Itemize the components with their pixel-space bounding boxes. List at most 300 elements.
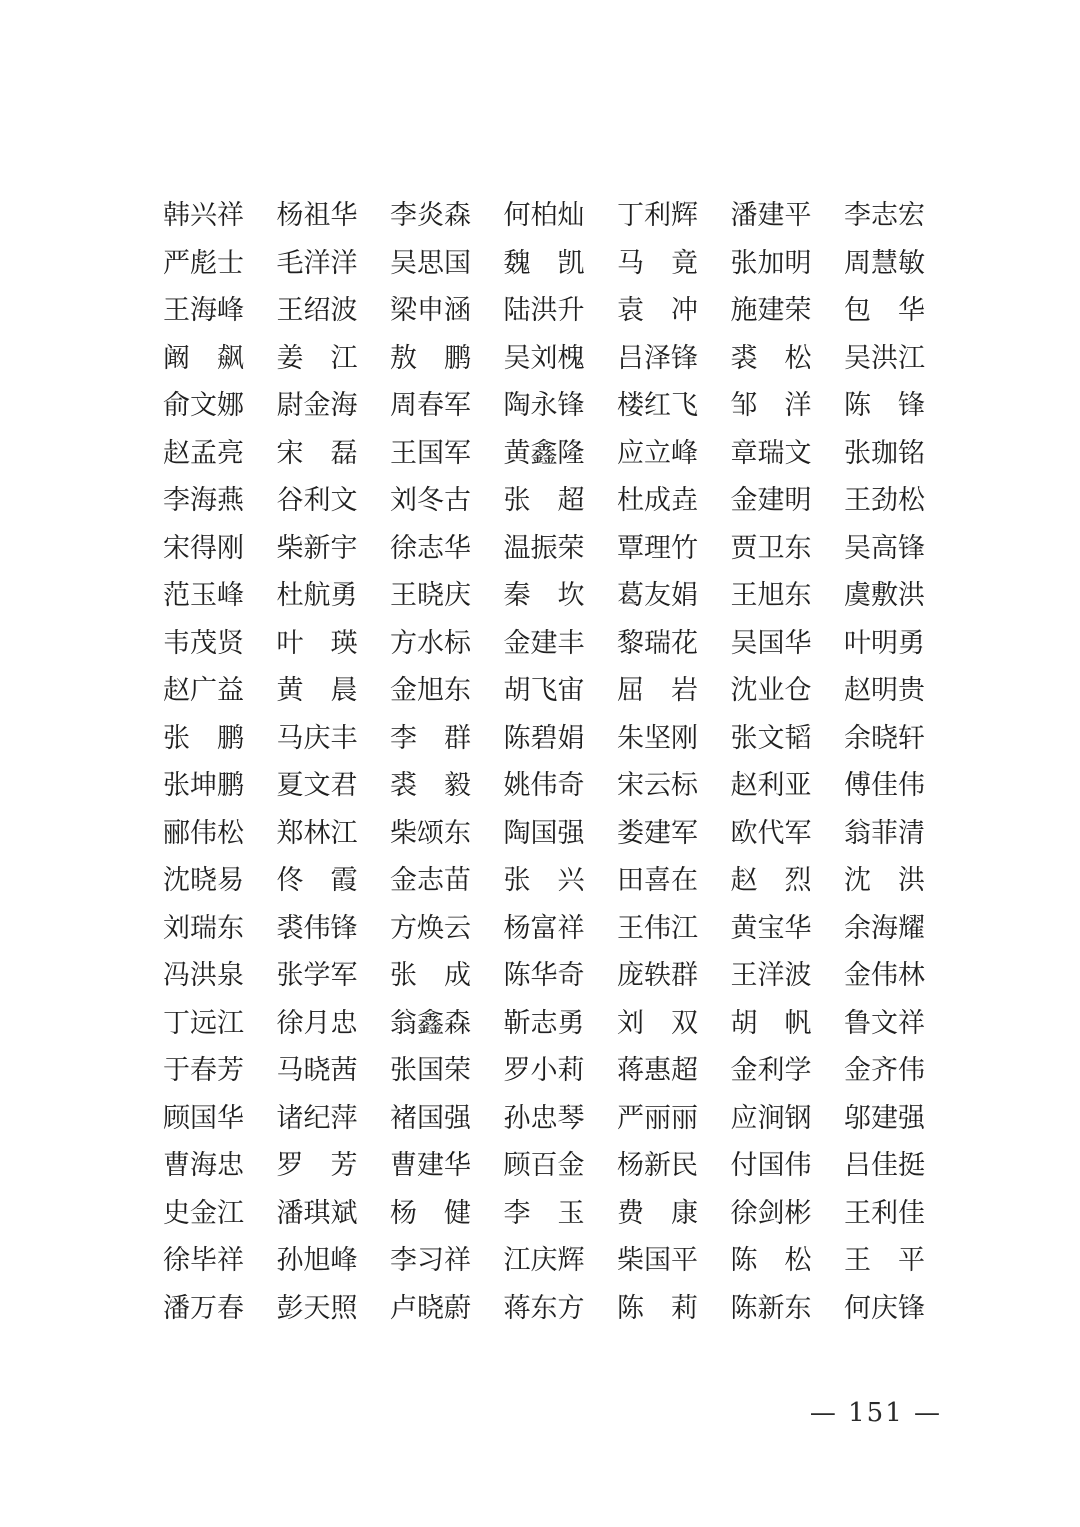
name-cell [504, 715, 585, 763]
name-cell [277, 1047, 358, 1095]
person-name: 沈业仓 [730, 675, 812, 707]
name-cell [617, 762, 698, 810]
person-name: 何庆锋 [844, 1292, 925, 1324]
name-cell [504, 382, 585, 430]
person-name: 阚飙 [163, 342, 244, 374]
person-name: 郦伟松 [163, 817, 244, 849]
person-name: 陈锋 [844, 390, 925, 422]
person-name: 宋云标 [617, 770, 698, 802]
person-name: 杜航勇 [276, 580, 358, 612]
person-name: 杨新民 [617, 1150, 698, 1182]
person-name: 宋得刚 [163, 532, 244, 564]
person-name: 潘琪斌 [276, 1197, 358, 1229]
name-cell [504, 857, 585, 905]
name-cell [731, 1285, 812, 1333]
person-name: 王国军 [390, 437, 471, 469]
person-name: 郑林江 [276, 817, 358, 849]
name-cell [617, 667, 698, 715]
person-name: 杨富祥 [503, 912, 585, 944]
person-name: 陈松 [730, 1245, 812, 1277]
person-name: 马晓茜 [276, 1055, 358, 1087]
name-cell [504, 1285, 585, 1333]
name-cell [731, 287, 812, 335]
name-cell [504, 810, 585, 858]
name-cell [617, 905, 698, 953]
name-cell [277, 857, 358, 905]
person-name: 刘瑞东 [163, 912, 244, 944]
person-name: 姜江 [276, 342, 358, 374]
person-name: 王旭东 [730, 580, 812, 612]
person-name: 柴颂东 [390, 817, 471, 849]
name-cell [844, 667, 925, 715]
person-name: 周慧敏 [844, 247, 925, 279]
person-name: 范玉峰 [163, 580, 244, 612]
person-name: 李炎森 [390, 200, 471, 232]
person-name: 张超 [503, 485, 585, 517]
person-name: 杨祖华 [276, 200, 358, 232]
name-cell [731, 810, 812, 858]
name-cell [844, 430, 925, 478]
person-name: 邹洋 [730, 390, 812, 422]
person-name: 沈晓易 [163, 865, 244, 897]
name-cell [617, 430, 698, 478]
name-cell [731, 430, 812, 478]
person-name: 梁申涵 [390, 295, 471, 327]
name-cell [617, 810, 698, 858]
person-name: 柴国平 [617, 1245, 698, 1277]
person-name: 沈洪 [844, 865, 925, 897]
person-name: 罗芳 [276, 1150, 358, 1182]
name-cell [163, 810, 244, 858]
name-cell [163, 667, 244, 715]
name-cell [163, 335, 244, 383]
person-name: 徐月忠 [276, 1007, 358, 1039]
person-name: 孙旭峰 [276, 1245, 358, 1277]
name-cell [617, 1190, 698, 1238]
person-name: 张国荣 [390, 1055, 471, 1087]
person-name: 翁菲清 [844, 817, 925, 849]
name-cell [504, 620, 585, 668]
person-name: 余晓轩 [844, 722, 925, 754]
person-name: 卢晓蔚 [390, 1292, 471, 1324]
person-name: 秦坎 [503, 580, 585, 612]
name-cell [617, 620, 698, 668]
person-name: 方水标 [390, 627, 471, 659]
name-cell [277, 762, 358, 810]
name-cell [277, 905, 358, 953]
person-name: 傅佳伟 [844, 770, 925, 802]
name-cell [277, 525, 358, 573]
name-cell [504, 525, 585, 573]
person-name: 李习祥 [390, 1245, 471, 1277]
person-name: 庞轶群 [617, 960, 698, 992]
person-name: 吕佳挺 [844, 1150, 925, 1182]
name-cell [844, 1142, 925, 1190]
name-cell [390, 1047, 471, 1095]
name-cell [163, 192, 244, 240]
name-cell [277, 1190, 358, 1238]
person-name: 靳志勇 [503, 1007, 585, 1039]
name-cell [844, 1095, 925, 1143]
person-name: 李玉 [503, 1197, 585, 1229]
person-name: 吴高锋 [844, 532, 925, 564]
person-name: 何柏灿 [503, 200, 585, 232]
person-name: 陆洪升 [503, 295, 585, 327]
person-name: 褚国强 [390, 1102, 471, 1134]
person-name: 金伟林 [844, 960, 925, 992]
name-cell [617, 382, 698, 430]
name-cell [844, 192, 925, 240]
person-name: 包华 [844, 295, 925, 327]
person-name: 蒋惠超 [617, 1055, 698, 1087]
name-cell [617, 1285, 698, 1333]
person-name: 蒋东方 [503, 1292, 585, 1324]
name-grid [163, 192, 925, 1332]
name-cell [277, 1237, 358, 1285]
person-name: 周春军 [390, 390, 471, 422]
name-cell [731, 477, 812, 525]
name-cell [844, 477, 925, 525]
name-cell [390, 572, 471, 620]
person-name: 吴洪江 [844, 342, 925, 374]
name-cell [390, 1000, 471, 1048]
name-cell [504, 240, 585, 288]
name-cell [390, 667, 471, 715]
name-cell [163, 1237, 244, 1285]
name-cell [277, 572, 358, 620]
person-name: 顾百金 [503, 1150, 585, 1182]
name-cell [277, 667, 358, 715]
name-cell [617, 857, 698, 905]
name-cell [390, 1237, 471, 1285]
name-cell [163, 287, 244, 335]
person-name: 叶明勇 [844, 627, 925, 659]
person-name: 吕泽锋 [617, 342, 698, 374]
person-name: 罗小莉 [503, 1055, 585, 1087]
person-name: 佟霞 [276, 865, 358, 897]
name-cell [844, 952, 925, 1000]
name-cell [163, 525, 244, 573]
person-name: 付国伟 [730, 1150, 812, 1182]
person-name: 毛洋洋 [276, 247, 358, 279]
person-name: 陈新东 [730, 1292, 812, 1324]
person-name: 虞敷洪 [844, 580, 925, 612]
person-name: 曹海忠 [163, 1150, 244, 1182]
person-name: 费康 [617, 1197, 698, 1229]
person-name: 金志苗 [390, 865, 471, 897]
person-name: 张坤鹏 [163, 770, 244, 802]
person-name: 吴国华 [730, 627, 812, 659]
name-cell [277, 1095, 358, 1143]
name-cell [277, 715, 358, 763]
name-cell [844, 1047, 925, 1095]
name-cell [163, 1190, 244, 1238]
person-name: 王晓庆 [390, 580, 471, 612]
person-name: 杜成垚 [617, 485, 698, 517]
name-cell [277, 287, 358, 335]
person-name: 应涧钢 [730, 1102, 812, 1134]
person-name: 袁冲 [617, 295, 698, 327]
person-name: 胡帆 [730, 1007, 812, 1039]
person-name: 徐志华 [390, 532, 471, 564]
name-cell [504, 430, 585, 478]
name-cell [731, 1237, 812, 1285]
name-cell [163, 762, 244, 810]
person-name: 陈碧娟 [503, 722, 585, 754]
name-cell [504, 477, 585, 525]
name-cell [504, 1142, 585, 1190]
name-cell [390, 810, 471, 858]
name-cell [163, 1142, 244, 1190]
person-name: 姚伟奇 [503, 770, 585, 802]
name-cell [731, 1095, 812, 1143]
name-cell [617, 572, 698, 620]
person-name: 彭天照 [276, 1292, 358, 1324]
name-cell [844, 382, 925, 430]
name-cell [731, 715, 812, 763]
person-name: 陶永锋 [503, 390, 585, 422]
name-cell [844, 810, 925, 858]
person-name: 翁鑫森 [390, 1007, 471, 1039]
name-cell [277, 952, 358, 1000]
person-name: 张鹏 [163, 722, 244, 754]
person-name: 俞文娜 [163, 390, 244, 422]
person-name: 田喜在 [617, 865, 698, 897]
name-cell [277, 192, 358, 240]
name-cell [617, 1047, 698, 1095]
name-cell [163, 240, 244, 288]
person-name: 胡飞宙 [503, 675, 585, 707]
person-name: 章瑞文 [730, 437, 812, 469]
person-name: 宋磊 [276, 437, 358, 469]
name-cell [163, 1047, 244, 1095]
person-name: 赵广益 [163, 675, 244, 707]
person-name: 潘万春 [163, 1292, 244, 1324]
name-cell [390, 620, 471, 668]
name-cell [617, 1095, 698, 1143]
name-cell [617, 287, 698, 335]
name-cell [504, 905, 585, 953]
person-name: 徐毕祥 [163, 1245, 244, 1277]
person-name: 严丽丽 [617, 1102, 698, 1134]
person-name: 温振荣 [503, 532, 585, 564]
person-name: 应立峰 [617, 437, 698, 469]
name-cell [617, 335, 698, 383]
person-name: 赵孟亮 [163, 437, 244, 469]
name-cell [844, 1237, 925, 1285]
name-cell [617, 952, 698, 1000]
name-cell [731, 1190, 812, 1238]
name-cell [277, 810, 358, 858]
name-cell [844, 572, 925, 620]
name-cell [844, 335, 925, 383]
name-cell [277, 1285, 358, 1333]
name-cell [390, 1142, 471, 1190]
person-name: 葛友娟 [617, 580, 698, 612]
person-name: 赵烈 [730, 865, 812, 897]
person-name: 吴思国 [390, 247, 471, 279]
person-name: 严彪士 [163, 247, 244, 279]
person-name: 娄建军 [617, 817, 698, 849]
person-name: 裘毅 [390, 770, 471, 802]
name-cell [163, 620, 244, 668]
name-cell [163, 952, 244, 1000]
name-cell [844, 857, 925, 905]
person-name: 尉金海 [276, 390, 358, 422]
person-name: 曹建华 [390, 1150, 471, 1182]
person-name: 江庆辉 [503, 1245, 585, 1277]
name-cell [277, 240, 358, 288]
name-cell [731, 1047, 812, 1095]
name-cell [163, 382, 244, 430]
name-cell [844, 1285, 925, 1333]
name-cell [504, 667, 585, 715]
person-name: 屈岩 [617, 675, 698, 707]
person-name: 赵明贵 [844, 675, 925, 707]
name-cell [504, 287, 585, 335]
name-cell [731, 192, 812, 240]
name-cell [277, 382, 358, 430]
person-name: 王洋波 [730, 960, 812, 992]
person-name: 邬建强 [844, 1102, 925, 1134]
name-cell [163, 1000, 244, 1048]
name-cell [504, 572, 585, 620]
name-cell [731, 762, 812, 810]
person-name: 王利佳 [844, 1197, 925, 1229]
person-name: 鲁文祥 [844, 1007, 925, 1039]
person-name: 敖鹏 [390, 342, 471, 374]
name-cell [163, 572, 244, 620]
name-cell [504, 1047, 585, 1095]
person-name: 李志宏 [844, 200, 925, 232]
page-number: — 151 — [809, 1398, 942, 1428]
name-cell [731, 240, 812, 288]
name-cell [731, 857, 812, 905]
name-cell [390, 287, 471, 335]
name-cell [163, 477, 244, 525]
person-name: 刘双 [617, 1007, 698, 1039]
person-name: 王劲松 [844, 485, 925, 517]
person-name: 马庆丰 [276, 722, 358, 754]
name-cell [731, 905, 812, 953]
name-cell [277, 1142, 358, 1190]
name-cell [731, 335, 812, 383]
person-name: 张加明 [730, 247, 812, 279]
name-cell [617, 1000, 698, 1048]
name-cell [844, 762, 925, 810]
name-cell [277, 430, 358, 478]
name-cell [617, 715, 698, 763]
name-cell [390, 1285, 471, 1333]
person-name: 杨健 [390, 1197, 471, 1229]
name-cell [844, 1190, 925, 1238]
person-name: 李海燕 [163, 485, 244, 517]
name-cell [731, 620, 812, 668]
person-name: 楼红飞 [617, 390, 698, 422]
person-name: 柴新宇 [276, 532, 358, 564]
person-name: 顾国华 [163, 1102, 244, 1134]
person-name: 冯洪泉 [163, 960, 244, 992]
name-cell [731, 667, 812, 715]
person-name: 徐剑彬 [730, 1197, 812, 1229]
name-cell [504, 762, 585, 810]
name-cell [163, 857, 244, 905]
name-cell [390, 240, 471, 288]
name-cell [844, 905, 925, 953]
name-cell [617, 192, 698, 240]
person-name: 黎瑞花 [617, 627, 698, 659]
person-name: 张珈铭 [844, 437, 925, 469]
name-cell [390, 715, 471, 763]
person-name: 谷利文 [276, 485, 358, 517]
name-cell [390, 335, 471, 383]
person-name: 魏凯 [503, 247, 585, 279]
person-name: 刘冬古 [390, 485, 471, 517]
name-cell [390, 762, 471, 810]
person-name: 王海峰 [163, 295, 244, 327]
name-cell [731, 1142, 812, 1190]
name-cell [504, 192, 585, 240]
name-cell [504, 335, 585, 383]
name-cell [277, 335, 358, 383]
name-cell [390, 430, 471, 478]
name-cell [163, 905, 244, 953]
name-cell [504, 1190, 585, 1238]
person-name: 金建丰 [503, 627, 585, 659]
name-cell [844, 287, 925, 335]
name-cell [617, 240, 698, 288]
person-name: 张文韬 [730, 722, 812, 754]
name-cell [277, 477, 358, 525]
name-cell [163, 1285, 244, 1333]
person-name: 欧代军 [730, 817, 812, 849]
person-name: 孙忠琴 [503, 1102, 585, 1134]
name-cell [390, 525, 471, 573]
name-cell [390, 1190, 471, 1238]
name-cell [504, 1000, 585, 1048]
person-name: 金利学 [730, 1055, 812, 1087]
name-cell [390, 905, 471, 953]
name-cell [390, 1095, 471, 1143]
person-name: 贾卫东 [730, 532, 812, 564]
person-name: 金旭东 [390, 675, 471, 707]
name-cell [617, 1237, 698, 1285]
person-name: 覃理竹 [617, 532, 698, 564]
person-name: 金齐伟 [844, 1055, 925, 1087]
name-cell [617, 477, 698, 525]
name-cell [844, 1000, 925, 1048]
name-cell [390, 477, 471, 525]
name-cell [163, 430, 244, 478]
name-cell [504, 1237, 585, 1285]
person-name: 王平 [844, 1245, 925, 1277]
person-name: 余海耀 [844, 912, 925, 944]
name-cell [390, 382, 471, 430]
person-name: 张成 [390, 960, 471, 992]
person-name: 陶国强 [503, 817, 585, 849]
name-cell [163, 715, 244, 763]
person-name: 王绍波 [276, 295, 358, 327]
name-cell [731, 525, 812, 573]
person-name: 李群 [390, 722, 471, 754]
name-cell [731, 952, 812, 1000]
name-cell [504, 952, 585, 1000]
name-cell [844, 620, 925, 668]
person-name: 潘建平 [730, 200, 812, 232]
name-cell [731, 1000, 812, 1048]
person-name: 方焕云 [390, 912, 471, 944]
name-cell [731, 382, 812, 430]
